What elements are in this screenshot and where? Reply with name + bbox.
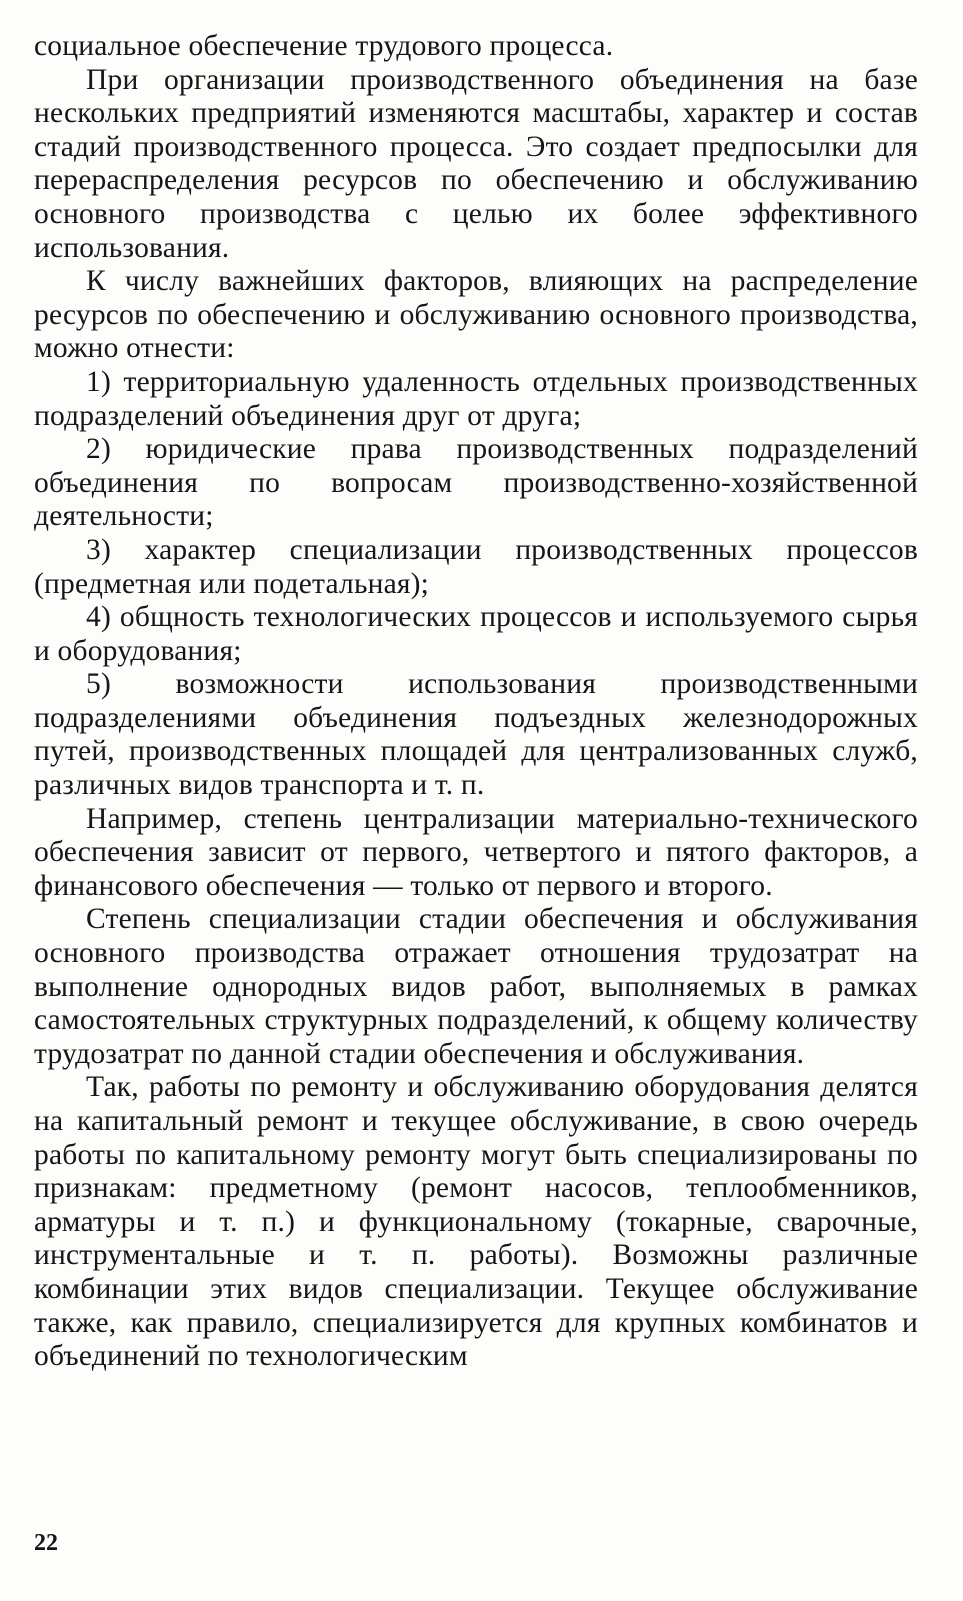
list-item-factor-5: 5) возможности использования производственными подразделениями объединения подъездных железнодорожных путей, производственных площадей для централизованных служб, различных видов транспорта и т. п. <box>34 668 918 802</box>
list-item-factor-2: 2) юридические права производственных подразделений объединения по вопросам производственно-хозяйственной деятельности; <box>34 433 918 533</box>
list-item-factor-4: 4) общность технологических процессов и используемого сырья и оборудования; <box>34 601 918 667</box>
body-text <box>34 30 918 1374</box>
paragraph-continuation: социальное обеспечение трудового процесса. <box>34 30 614 62</box>
page-number: 22 <box>34 1530 58 1556</box>
paragraph-organization: При организации производственного объединения на базе нескольких предприятий изменяются масштабы, характер и состав стадий производственного процесса. Это создает предпосылки для перераспределения ресурсов по обеспечению и обслуживанию основного производства с целью их более эффективного использования. <box>34 63 918 264</box>
list-item-factor-1: 1) территориальную удаленность отдельных производственных подразделений объединения друг от друга; <box>34 365 918 432</box>
paragraph-repair-work: Так, работы по ремонту и обслуживанию оборудования делятся на капитальный ремонт и текущее обслуживание, в свою очередь работы по капитальному ремонту могут быть специализированы по признакам: предметному (ремонт насосов, теплообменников, арматуры и т. п.) и функциональному (токарные, сварочные, инструментальные и т. п. работы). Возможны различные комбинации этих видов специализации. Текущее обслуживание также, как правило, специализируется для крупных комбинатов и объединений по технологическим <box>34 1071 918 1373</box>
list-item-factor-3: 3) характер специализации производственных процессов (предметная или подетальная); <box>34 533 918 600</box>
paragraph-specialization: Степень специализации стадии обеспечения и обслуживания основного производства отражает отношения трудозатрат на выполнение однородных видов работ, выполняемых в рамках самостоятельных структурных подразделений, к общему количеству трудозатрат по данной стадии обеспечения и обслуживания. <box>34 903 918 1070</box>
paragraph-factors-intro: К числу важнейших факторов, влияющих на распределение ресурсов по обеспечению и обслуживанию основного производства, можно отнести: <box>34 265 918 365</box>
paragraph-example: Например, степень централизации материально-технического обеспечения зависит от первого, четвертого и пятого факторов, а финансового обеспечения — только от первого и второго. <box>34 802 918 902</box>
